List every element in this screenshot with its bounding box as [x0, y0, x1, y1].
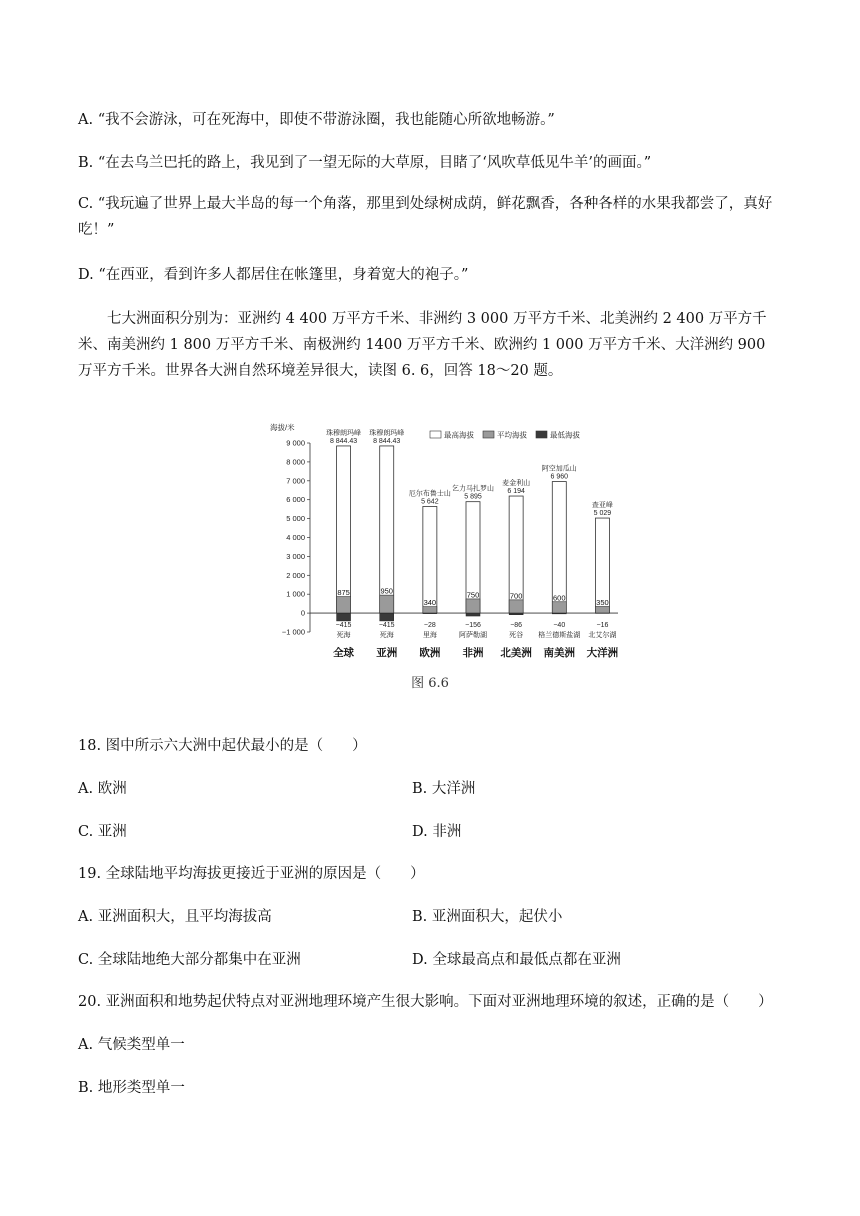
category-label: 大洋洲	[586, 647, 619, 659]
bar-min-elevation	[466, 613, 480, 616]
avg-value-label: 750	[466, 590, 480, 600]
y-axis-label: 海拔/米	[270, 423, 295, 432]
max-place-label: 珠穆朗玛峰	[369, 429, 405, 437]
bar-min-elevation	[552, 613, 566, 614]
min-value-label: −86	[510, 622, 523, 629]
y-tick-label: 7 000	[286, 476, 305, 486]
min-place-label: 死海	[336, 632, 351, 639]
min-place-label: 死谷	[509, 632, 524, 639]
category-label: 北美洲	[500, 647, 532, 659]
min-value-label: −16	[596, 622, 609, 629]
bar-avg-elevation	[423, 607, 437, 613]
legend-label: 平均海拔	[497, 430, 527, 440]
intro-paragraph: 七大洲面积分别为：亚洲约 4 400 万平方千米、非洲约 3 000 万平方千米、北美洲约 2 400 万平方千米、南美洲约 1 800 万平方千米、南极洲约 1400 万平方千米、欧洲约 1 000 万平方千米、大洋洲约 900 万平方千米。世界各大洲自然环境差异很大，读图 6. 6，回答 18～20 题。	[78, 311, 767, 379]
y-tick-label: 0	[300, 608, 305, 618]
q19-option-c: C. 全球陆地绝大部分都集中在亚洲	[78, 952, 301, 968]
bar-avg-elevation	[466, 599, 480, 613]
legend-swatch	[536, 431, 547, 438]
y-tick-label: 2 000	[286, 570, 305, 580]
max-value-label: 8 844.43	[329, 437, 358, 445]
q20-option-a: A. 气候类型单一	[78, 1037, 185, 1053]
y-tick-label: 3 000	[286, 551, 305, 561]
bar-min-elevation	[509, 613, 523, 615]
max-place-label: 阿空加瓜山	[541, 465, 577, 473]
max-value-label: 6 194	[507, 488, 525, 496]
max-place-label: 厄尔布鲁士山	[408, 490, 451, 498]
max-value-label: 5 642	[421, 498, 439, 506]
chart-legend	[430, 430, 580, 440]
category-label: 欧洲	[419, 647, 441, 659]
figure-caption: 图 6.6	[411, 676, 449, 691]
bars	[326, 428, 619, 659]
avg-value-label: 950	[380, 586, 393, 596]
y-tick-label: 6 000	[286, 495, 305, 505]
q18-stem: 18. 图中所示六大洲中起伏最小的是（ ）	[78, 738, 367, 754]
bar-avg-elevation	[337, 597, 351, 614]
y-tick-label: 8 000	[286, 457, 305, 467]
q18-option-d: D. 非洲	[412, 824, 462, 840]
avg-value-label: 875	[337, 588, 350, 598]
max-place-label: 珠穆朗玛峰	[326, 429, 362, 437]
legend-label: 最低海拔	[550, 430, 580, 440]
option-c-peninsula: C. “我玩遍了世界上最大半岛的每一个角落，那里到处绿树成荫，鲜花飘香，各种各样的水果我都尝了，真好吃！”	[78, 196, 773, 238]
bar-max-elevation	[423, 506, 437, 613]
min-place-label: 里海	[422, 632, 437, 639]
q18-option-c: C. 亚洲	[78, 824, 127, 840]
q20-stem: 20. 亚洲面积和地势起伏特点对亚洲地理环境产生很大影响。下面对亚洲地理环境的叙述，正确的是（ ）	[78, 994, 773, 1010]
y-tick-label: 4 000	[286, 533, 305, 542]
q19-stem: 19. 全球陆地平均海拔更接近于亚洲的原因是（ ）	[78, 866, 425, 882]
avg-value-label: 350	[596, 597, 609, 607]
bar-avg-elevation	[552, 602, 566, 613]
avg-value-label: 340	[423, 598, 437, 608]
option-b-ulaanbaatar: B. “在去乌兰巴托的路上，我见到了一望无际的大草原，目睹了‘风吹草低见牛羊’的画面。”	[78, 155, 652, 171]
elevation-bar-chart	[268, 418, 620, 666]
bar-min-elevation	[380, 613, 394, 621]
q19-option-b: B. 亚洲面积大，起伏小	[412, 909, 563, 925]
min-place-label: 死海	[379, 632, 394, 639]
min-value-label: −40	[553, 622, 566, 629]
option-d-west-asia: D. “在西亚，看到许多人都居住在帐篷里，身着宽大的袍子。”	[78, 267, 469, 283]
min-place-label: 格兰德斯盐湖	[538, 632, 581, 639]
category-label: 南美洲	[543, 647, 576, 659]
q18-option-a: A. 欧洲	[78, 781, 127, 797]
min-place-label: 北艾尔湖	[588, 632, 617, 639]
category-label: 全球	[333, 647, 355, 659]
bar-avg-elevation	[509, 600, 523, 613]
y-tick-label: 5 000	[286, 514, 305, 524]
min-value-label: −28	[423, 622, 436, 629]
min-place-label: 阿萨勒湖	[459, 632, 487, 639]
max-value-label: 5 029	[593, 510, 612, 518]
q19-option-d: D. 全球最高点和最低点都在亚洲	[412, 952, 621, 968]
bar-min-elevation	[337, 613, 351, 621]
bar-min-elevation	[423, 613, 437, 614]
q20-option-b: B. 地形类型单一	[78, 1080, 185, 1096]
category-label: 亚洲	[376, 647, 398, 659]
max-place-label: 乞力马扎罗山	[452, 485, 494, 493]
bar-avg-elevation	[380, 595, 394, 613]
bar-avg-elevation	[595, 606, 609, 613]
q19-option-a: A. 亚洲面积大，且平均海拔高	[78, 909, 272, 925]
y-tick-label: 1 000	[286, 589, 305, 599]
min-value-label: −415	[335, 622, 352, 629]
max-place-label: 麦金利山	[502, 480, 531, 488]
category-label: 非洲	[462, 647, 484, 659]
avg-value-label: 600	[553, 593, 566, 603]
min-value-label: −156	[465, 622, 481, 629]
min-value-label: −415	[378, 622, 395, 629]
legend-swatch	[430, 431, 441, 438]
max-value-label: 6 960	[550, 473, 569, 481]
legend-swatch	[483, 431, 494, 438]
y-tick-label: 9 000	[286, 438, 305, 448]
legend-label: 最高海拔	[444, 430, 474, 440]
y-tick-label: −1 000	[281, 627, 305, 637]
option-a-dead-sea: A. “我不会游泳，可在死海中，即使不带游泳圈，我也能随心所欲地畅游。”	[78, 112, 555, 128]
max-place-label: 查亚峰	[591, 502, 613, 510]
q18-option-b: B. 大洋洲	[412, 781, 476, 797]
max-value-label: 5 895	[464, 493, 482, 501]
avg-value-label: 700	[509, 591, 523, 601]
max-value-label: 8 844.43	[373, 437, 401, 445]
